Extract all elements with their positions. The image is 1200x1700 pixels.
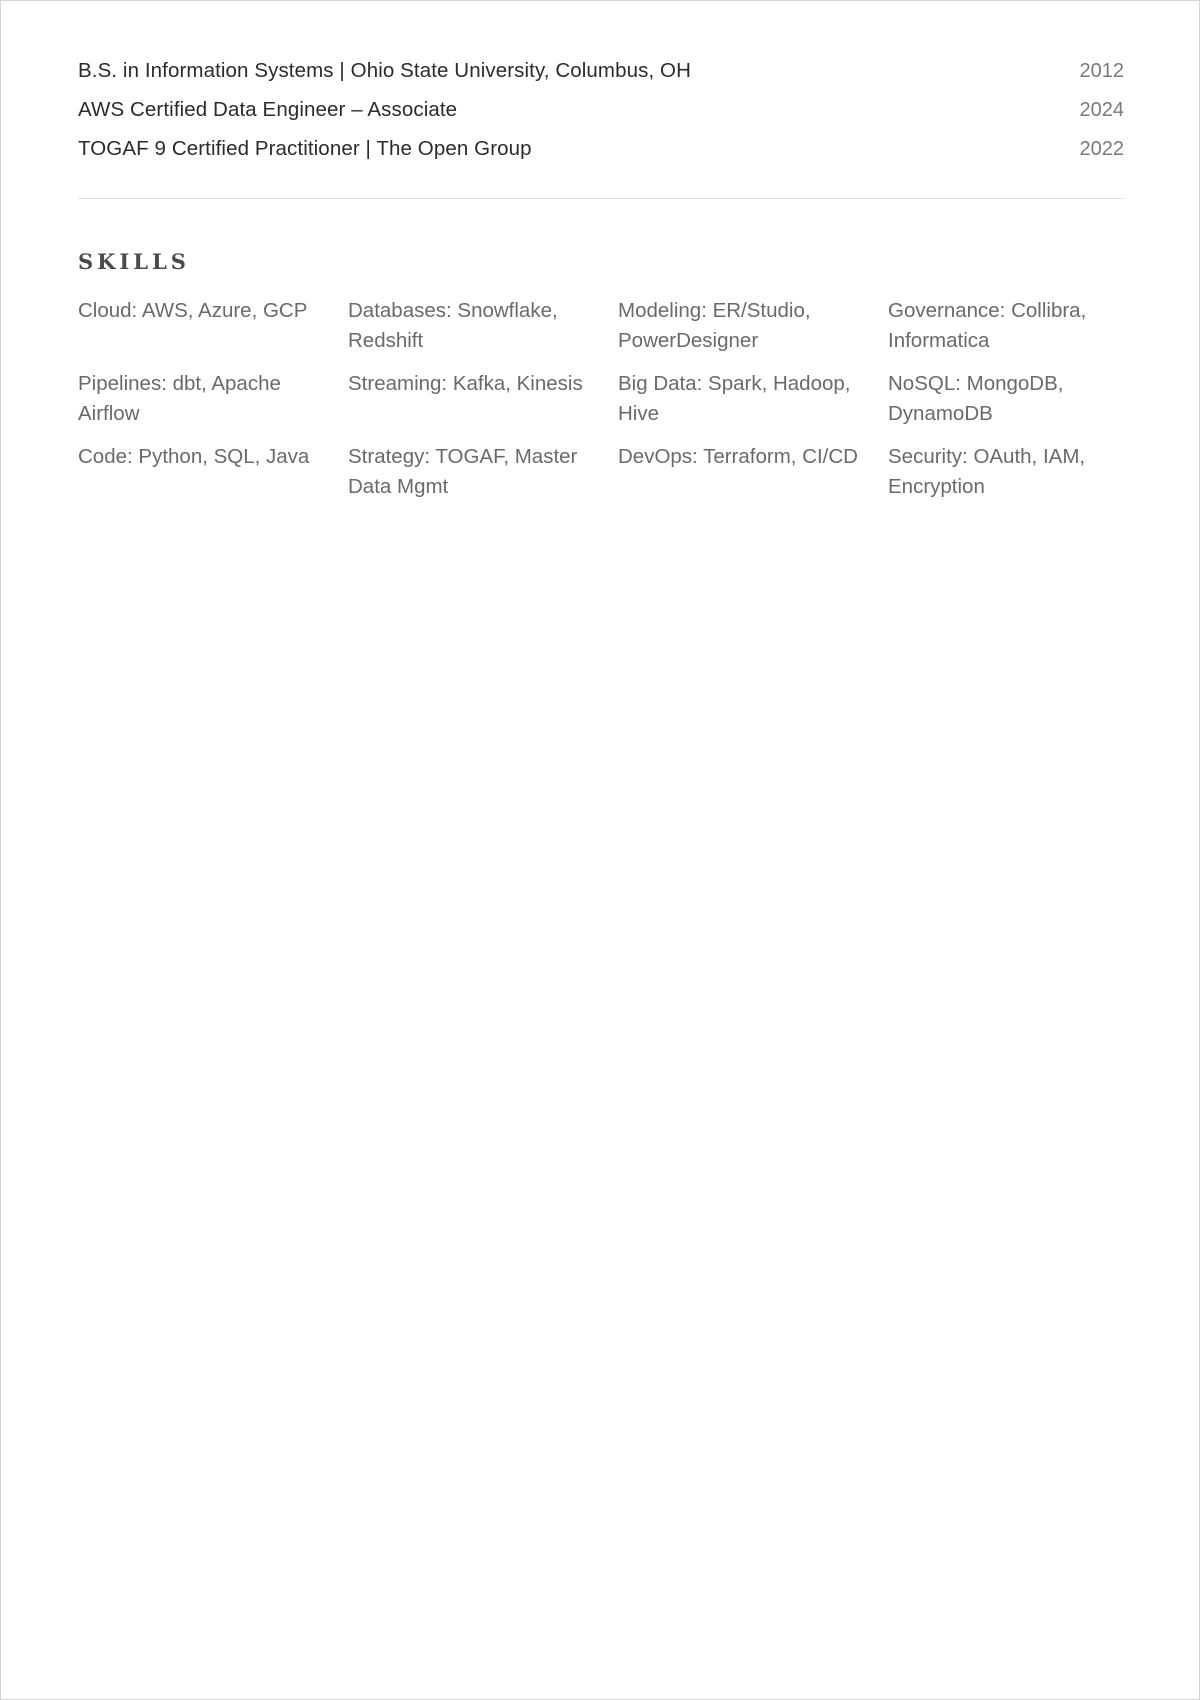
skill-item: Pipelines: dbt, Apache Airflow	[78, 372, 281, 425]
skill-item: Code: Python, SQL, Java	[78, 445, 310, 468]
education-year: 2022	[1079, 138, 1124, 160]
skill-item: Security: OAuth, IAM, Encryption	[888, 445, 1086, 498]
skill-item: Governance: Collibra, Informatica	[888, 299, 1087, 352]
skill-item: Big Data: Spark, Hadoop, Hive	[618, 372, 851, 425]
education-item	[78, 137, 1124, 176]
skill-item: Modeling: ER/Studio, PowerDesigner	[618, 299, 811, 352]
education-year: 2024	[1079, 99, 1124, 121]
education-item	[78, 59, 1124, 98]
skill-item: Strategy: TOGAF, Master Data Mgmt	[348, 445, 578, 498]
education-item	[78, 98, 1124, 137]
skill-item: Databases: Snowflake, Redshift	[348, 299, 558, 352]
skill-item: NoSQL: MongoDB, DynamoDB	[888, 372, 1064, 425]
skill-item: Streaming: Kafka, Kinesis	[348, 372, 583, 395]
education-title: TOGAF 9 Certified Practitioner | The Open Group	[78, 137, 532, 160]
education-title: B.S. in Information Systems | Ohio State University, Columbus, OH	[78, 59, 691, 82]
skills-heading: SKILLS	[78, 249, 190, 274]
skill-item: Cloud: AWS, Azure, GCP	[78, 299, 308, 322]
section-divider	[78, 198, 1124, 199]
resume-content	[78, 59, 1124, 502]
education-list	[78, 59, 1124, 176]
skill-item: DevOps: Terraform, CI/CD	[618, 445, 858, 468]
education-title: AWS Certified Data Engineer – Associate	[78, 98, 458, 121]
skills-grid	[78, 296, 1124, 502]
education-year: 2012	[1079, 60, 1124, 82]
